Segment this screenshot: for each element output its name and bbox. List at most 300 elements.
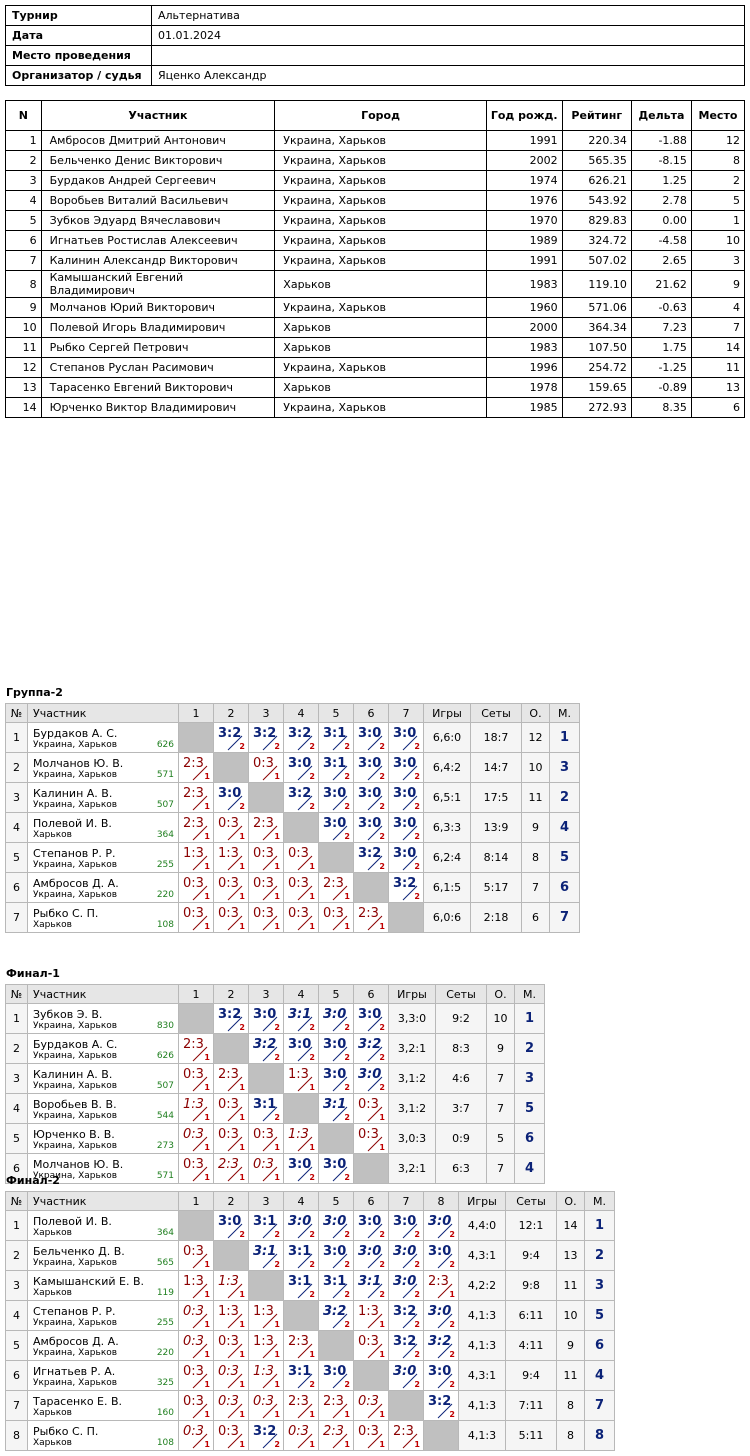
self-cell — [319, 1124, 354, 1154]
match-score — [354, 1004, 388, 1033]
score-points: 1 — [204, 1053, 210, 1062]
info-value: Яценко Александр — [152, 66, 745, 86]
participant-rating: 626 — [156, 739, 174, 750]
self-cell — [284, 813, 319, 843]
match-score-cell — [354, 1391, 389, 1421]
score-points: 2 — [239, 742, 245, 751]
score-value: 3:0 — [358, 726, 382, 741]
score-value: 1:3 — [183, 846, 204, 861]
points-cell: 8 — [557, 1421, 585, 1451]
participant-rating: 571 — [156, 769, 174, 780]
score-value: 3:1 — [358, 1274, 382, 1289]
match-score — [284, 723, 318, 752]
score-value: 0:3 — [358, 1127, 379, 1142]
header-opponent: 1 — [179, 704, 214, 723]
match-score — [214, 723, 248, 752]
score-points: 2 — [344, 1053, 350, 1062]
match-score — [249, 723, 283, 752]
participant-rating: 830 — [156, 1020, 174, 1031]
participant-cell: Украина, Харьков — [275, 131, 487, 151]
score-points: 2 — [379, 1053, 385, 1062]
group-table — [5, 703, 580, 933]
score-value: 2:3 — [253, 816, 274, 831]
participant-city: Украина, Харьков — [33, 1170, 118, 1181]
match-score — [389, 1301, 423, 1330]
match-score — [179, 1034, 213, 1063]
match-score — [319, 723, 353, 752]
participant-name: Полевой И. В. — [33, 1214, 112, 1228]
score-value: 3:0 — [358, 1067, 382, 1082]
score-points: 2 — [344, 742, 350, 751]
score-points: 1 — [204, 1410, 210, 1419]
match-score — [284, 903, 318, 932]
match-score — [214, 843, 248, 872]
match-score-cell — [354, 1331, 389, 1361]
sets-cell: 17:5 — [471, 783, 522, 813]
score-value: 0:3 — [358, 1394, 379, 1409]
match-score-cell — [284, 1361, 319, 1391]
match-score — [284, 1391, 318, 1420]
score-points: 1 — [204, 772, 210, 781]
match-score-cell — [179, 783, 214, 813]
header-participant: Участник — [28, 704, 179, 723]
participant-info — [33, 1408, 176, 1418]
header-opponent: 3 — [249, 985, 284, 1004]
participant-cell: 2.65 — [631, 251, 691, 271]
participant-rating: 364 — [156, 829, 174, 840]
participant-city: Украина, Харьков — [33, 799, 118, 810]
match-score — [179, 813, 213, 842]
score-points: 1 — [274, 892, 280, 901]
participant-cell — [28, 723, 179, 753]
match-score-cell — [249, 1331, 284, 1361]
match-score — [319, 1271, 353, 1300]
participant-city: Украина, Харьков — [33, 1317, 118, 1328]
match-score-cell — [354, 1004, 389, 1034]
participant-name: Степанов Р. Р. — [33, 1304, 116, 1318]
games-cell: 4,3:1 — [459, 1241, 506, 1271]
match-score-cell — [389, 1331, 424, 1361]
participant-cell: 7 — [6, 251, 42, 271]
match-score-cell — [284, 1124, 319, 1154]
score-points: 2 — [414, 802, 420, 811]
match-score — [179, 1064, 213, 1093]
participant-cell — [28, 783, 179, 813]
score-value: 3:2 — [428, 1334, 452, 1349]
group-row — [6, 1064, 545, 1094]
match-score-cell — [354, 1034, 389, 1064]
score-points: 2 — [274, 1023, 280, 1032]
participant-cell: 11 — [691, 358, 744, 378]
match-score — [214, 1094, 248, 1123]
header-opponent: 1 — [179, 1192, 214, 1211]
row-num: 8 — [6, 1421, 28, 1451]
score-points: 2 — [309, 1173, 315, 1182]
match-score-cell — [389, 753, 424, 783]
row-num: 2 — [6, 1034, 28, 1064]
games-cell: 6,2:4 — [424, 843, 471, 873]
participant-rating: 108 — [156, 919, 174, 930]
self-cell — [179, 1004, 214, 1034]
participant-cell: 4 — [6, 191, 42, 211]
participant-cell: 2 — [6, 151, 42, 171]
score-value: 3:0 — [323, 816, 347, 831]
score-points: 2 — [449, 1350, 455, 1359]
group-row — [6, 1391, 615, 1421]
participant-info — [33, 1318, 176, 1328]
points-cell: 6 — [522, 903, 550, 933]
score-value: 0:3 — [253, 1127, 274, 1142]
score-points: 1 — [274, 862, 280, 871]
participant-cell: Камышанский Евгений Владимирович — [41, 271, 275, 298]
sets-cell: 0:9 — [436, 1124, 487, 1154]
score-points: 1 — [379, 1350, 385, 1359]
match-score-cell — [249, 1211, 284, 1241]
sets-cell: 9:2 — [436, 1004, 487, 1034]
match-score — [179, 1421, 213, 1450]
score-value: 0:3 — [183, 1424, 204, 1439]
match-score-cell — [284, 1211, 319, 1241]
score-value: 0:3 — [288, 876, 309, 891]
games-cell: 6,3:3 — [424, 813, 471, 843]
participant-city: Украина, Харьков — [33, 1050, 118, 1061]
match-score-cell — [424, 1241, 459, 1271]
score-points: 2 — [344, 1320, 350, 1329]
group-row — [6, 1301, 615, 1331]
score-value: 3:1 — [253, 1214, 277, 1229]
place-cell: 2 — [515, 1034, 545, 1064]
score-points: 2 — [379, 1083, 385, 1092]
score-points: 1 — [344, 1410, 350, 1419]
header-place: М. — [585, 1192, 615, 1211]
match-score — [389, 1331, 423, 1360]
match-score-cell — [354, 1064, 389, 1094]
score-value: 3:0 — [288, 756, 312, 771]
match-score-cell — [179, 873, 214, 903]
score-points: 2 — [274, 1230, 280, 1239]
match-score — [319, 1211, 353, 1240]
participant-row — [6, 358, 745, 378]
match-score — [389, 723, 423, 752]
score-points: 2 — [274, 1260, 280, 1269]
match-score — [179, 1361, 213, 1390]
match-score-cell — [389, 843, 424, 873]
row-num: 4 — [6, 1301, 28, 1331]
participant-info — [33, 800, 176, 810]
match-score — [284, 1331, 318, 1360]
score-points: 2 — [414, 1290, 420, 1299]
match-score — [319, 903, 353, 932]
match-score — [354, 1094, 388, 1123]
match-score — [249, 1094, 283, 1123]
participant-cell: Юрченко Виктор Владимирович — [41, 398, 275, 418]
score-points: 1 — [344, 892, 350, 901]
place-cell: 7 — [550, 903, 580, 933]
match-score — [179, 843, 213, 872]
match-score-cell — [284, 843, 319, 873]
score-value: 3:2 — [253, 1424, 277, 1439]
info-label: Турнир — [6, 6, 152, 26]
match-score-cell — [389, 873, 424, 903]
participant-row — [6, 171, 745, 191]
participant-name: Юрченко В. В. — [33, 1127, 115, 1141]
participant-cell: 1983 — [486, 271, 562, 298]
participant-info — [33, 830, 176, 840]
participant-cell: 1991 — [486, 131, 562, 151]
match-score — [249, 1301, 283, 1330]
participant-info — [33, 770, 176, 780]
match-score-cell — [214, 1211, 249, 1241]
score-points: 1 — [204, 922, 210, 931]
participant-city: Украина, Харьков — [33, 1347, 118, 1358]
score-value: 2:3 — [288, 1334, 309, 1349]
participant-cell: Харьков — [275, 378, 487, 398]
points-cell: 5 — [487, 1124, 515, 1154]
match-score-cell — [319, 903, 354, 933]
match-score — [354, 813, 388, 842]
score-value: 3:0 — [253, 1007, 277, 1022]
group-row — [6, 753, 580, 783]
score-points: 1 — [204, 1320, 210, 1329]
games-cell: 6,6:0 — [424, 723, 471, 753]
row-num: 6 — [6, 1154, 28, 1184]
place-cell: 1 — [515, 1004, 545, 1034]
participant-cell: 1985 — [486, 398, 562, 418]
place-cell: 8 — [585, 1421, 615, 1451]
score-points: 2 — [379, 862, 385, 871]
participants-header: Год рожд. — [486, 101, 562, 131]
match-score — [249, 1421, 283, 1450]
match-score-cell — [319, 1211, 354, 1241]
participants-header: Дельта — [631, 101, 691, 131]
match-score-cell — [389, 813, 424, 843]
participant-cell: Игнатьев Ростислав Алексеевич — [41, 231, 275, 251]
match-score-cell — [354, 1421, 389, 1451]
participant-cell: 1978 — [486, 378, 562, 398]
score-value: 3:0 — [323, 786, 347, 801]
match-score — [354, 1034, 388, 1063]
match-score — [319, 753, 353, 782]
score-value: 3:2 — [288, 786, 312, 801]
match-score — [424, 1271, 458, 1300]
score-points: 1 — [344, 1440, 350, 1449]
score-points: 1 — [309, 1410, 315, 1419]
score-points: 2 — [414, 892, 420, 901]
place-cell: 5 — [515, 1094, 545, 1124]
match-score-cell — [249, 1421, 284, 1451]
score-value: 1:3 — [253, 1364, 274, 1379]
score-value: 3:1 — [288, 1007, 312, 1022]
score-value: 3:2 — [218, 726, 242, 741]
match-score-cell — [284, 783, 319, 813]
participant-cell: 1 — [6, 131, 42, 151]
score-points: 2 — [379, 772, 385, 781]
match-score-cell — [284, 1064, 319, 1094]
score-value: 3:0 — [323, 1364, 347, 1379]
header-opponent: 5 — [319, 1192, 354, 1211]
info-value: Альтернатива — [152, 6, 745, 26]
score-points: 2 — [344, 802, 350, 811]
match-score — [214, 1211, 248, 1240]
match-score — [249, 1241, 283, 1270]
match-score — [284, 1034, 318, 1063]
score-points: 1 — [274, 772, 280, 781]
match-score-cell — [319, 1271, 354, 1301]
score-points: 1 — [274, 1380, 280, 1389]
games-cell: 4,1:3 — [459, 1421, 506, 1451]
score-points: 2 — [309, 1290, 315, 1299]
participant-cell: 1976 — [486, 191, 562, 211]
participant-cell: 2002 — [486, 151, 562, 171]
score-value: 3:2 — [358, 1037, 382, 1052]
participant-rating: 325 — [156, 1377, 174, 1388]
participant-row — [6, 378, 745, 398]
participant-cell: 14 — [6, 398, 42, 418]
match-score-cell — [284, 1154, 319, 1184]
score-value: 0:3 — [218, 1334, 239, 1349]
info-label: Дата — [6, 26, 152, 46]
match-score — [354, 753, 388, 782]
self-cell — [179, 723, 214, 753]
score-value: 3:0 — [428, 1214, 452, 1229]
match-score — [284, 783, 318, 812]
match-score — [214, 1391, 248, 1420]
score-points: 2 — [414, 1380, 420, 1389]
participant-cell: 5 — [6, 211, 42, 231]
score-value: 3:2 — [218, 1007, 242, 1022]
match-score-cell — [389, 1361, 424, 1391]
participant-info — [33, 1081, 176, 1091]
place-cell: 6 — [585, 1331, 615, 1361]
points-cell: 11 — [522, 783, 550, 813]
participant-city: Харьков — [33, 1407, 72, 1418]
participant-row — [6, 298, 745, 318]
row-num: 2 — [6, 1241, 28, 1271]
score-value: 1:3 — [183, 1274, 204, 1289]
info-row — [6, 46, 745, 66]
participant-cell: 12 — [691, 131, 744, 151]
header-opponent: 4 — [284, 1192, 319, 1211]
match-score — [214, 1004, 248, 1033]
score-value: 3:2 — [393, 1304, 417, 1319]
participant-cell: Степанов Руслан Расимович — [41, 358, 275, 378]
participant-cell: Бурдаков Андрей Сергеевич — [41, 171, 275, 191]
row-num: 5 — [6, 1124, 28, 1154]
match-score — [284, 1421, 318, 1450]
group-header-row — [6, 985, 545, 1004]
participant-cell: 324.72 — [562, 231, 631, 251]
match-score — [214, 1271, 248, 1300]
score-value: 0:3 — [218, 1127, 239, 1142]
score-points: 1 — [309, 862, 315, 871]
participant-cell — [28, 1211, 179, 1241]
match-score — [424, 1241, 458, 1270]
score-value: 0:3 — [253, 756, 274, 771]
score-value: 3:0 — [288, 1214, 312, 1229]
participant-city: Украина, Харьков — [33, 1377, 118, 1388]
games-cell: 4,1:3 — [459, 1301, 506, 1331]
row-num: 5 — [6, 1331, 28, 1361]
match-score — [389, 1241, 423, 1270]
match-score — [179, 1391, 213, 1420]
score-value: 0:3 — [183, 1334, 204, 1349]
sets-cell: 13:9 — [471, 813, 522, 843]
place-cell: 2 — [585, 1241, 615, 1271]
match-score-cell — [354, 813, 389, 843]
match-score-cell — [424, 1271, 459, 1301]
participant-cell: -1.25 — [631, 358, 691, 378]
match-score-cell — [424, 1361, 459, 1391]
match-score — [179, 1094, 213, 1123]
sets-cell: 6:11 — [506, 1301, 557, 1331]
score-value: 2:3 — [183, 756, 204, 771]
header-points: О. — [487, 985, 515, 1004]
participant-info — [33, 1021, 176, 1031]
score-value: 0:3 — [358, 1097, 379, 1112]
score-points: 1 — [239, 1083, 245, 1092]
participant-city: Харьков — [33, 919, 72, 930]
group-row — [6, 873, 580, 903]
match-score-cell — [249, 843, 284, 873]
score-value: 0:3 — [253, 876, 274, 891]
participant-name: Игнатьев Р. А. — [33, 1364, 116, 1378]
match-score-cell — [389, 1301, 424, 1331]
score-value: 1:3 — [288, 1067, 309, 1082]
row-num: 7 — [6, 1391, 28, 1421]
match-score — [179, 1271, 213, 1300]
score-points: 2 — [274, 742, 280, 751]
participant-name: Амбросов Д. А. — [33, 876, 119, 890]
group-row — [6, 1421, 615, 1451]
participants-header: Участник — [41, 101, 275, 131]
score-points: 1 — [239, 1350, 245, 1359]
match-score — [179, 1301, 213, 1330]
match-score — [284, 1361, 318, 1390]
match-score — [214, 1421, 248, 1450]
participant-row — [6, 231, 745, 251]
points-cell: 7 — [487, 1094, 515, 1124]
score-value: 0:3 — [218, 906, 239, 921]
match-score-cell — [284, 1004, 319, 1034]
row-num: 4 — [6, 1094, 28, 1124]
games-cell: 4,2:2 — [459, 1271, 506, 1301]
participant-rating: 108 — [156, 1437, 174, 1448]
participant-cell: 565.35 — [562, 151, 631, 171]
participant-cell — [28, 1004, 179, 1034]
participant-cell — [28, 1241, 179, 1271]
self-cell — [214, 1241, 249, 1271]
score-value: 2:3 — [183, 786, 204, 801]
row-num: 2 — [6, 753, 28, 783]
participant-cell: 3 — [6, 171, 42, 191]
score-points: 1 — [204, 1113, 210, 1122]
participant-city: Украина, Харьков — [33, 889, 118, 900]
participant-info — [33, 1228, 176, 1238]
match-score-cell — [284, 1241, 319, 1271]
sets-cell: 9:4 — [506, 1361, 557, 1391]
header-opponent: 4 — [284, 704, 319, 723]
self-cell — [179, 1211, 214, 1241]
match-score-cell — [319, 873, 354, 903]
match-score-cell — [214, 1271, 249, 1301]
info-label: Место проведения — [6, 46, 152, 66]
participant-cell: 8 — [691, 151, 744, 171]
participant-city: Украина, Харьков — [33, 769, 118, 780]
sets-cell: 6:3 — [436, 1154, 487, 1184]
participant-info — [33, 1141, 176, 1151]
row-num: 5 — [6, 843, 28, 873]
match-score-cell — [179, 1331, 214, 1361]
